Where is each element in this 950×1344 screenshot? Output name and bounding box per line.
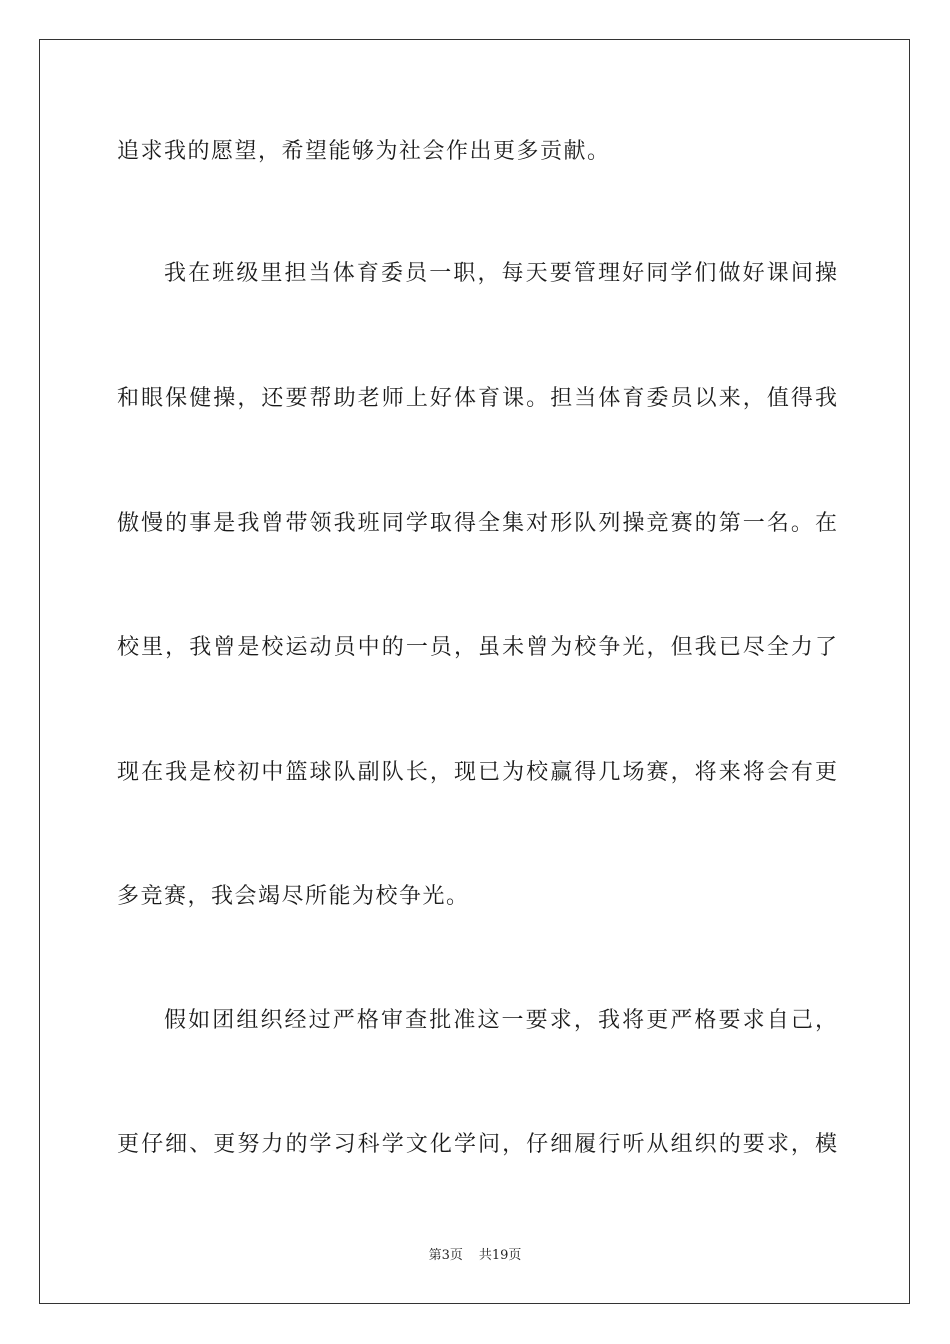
page-total: 共19页	[478, 1248, 522, 1263]
paragraph-line-9: 更仔细、更努力的学习科学文化学问，仔细履行听从组织的要求，模	[117, 1132, 837, 1157]
paragraph-line-2: 我在班级里担当体育委员一职，每天要管理好同学们做好课间操	[164, 261, 837, 286]
paragraph-line-5: 校里，我曾是校运动员中的一员，虽未曾为校争光，但我已尽全力了	[117, 635, 837, 660]
page-border	[39, 39, 910, 1304]
paragraph-line-8: 假如团组织经过严格审查批准这一要求，我将更严格要求自己，	[164, 1008, 837, 1033]
paragraph-line-1: 追求我的愿望，希望能够为社会作出更多贡献。	[117, 139, 611, 164]
page-number: 第3页	[428, 1248, 463, 1263]
paragraph-line-4: 傲慢的事是我曾带领我班同学取得全集对形队列操竞赛的第一名。在	[117, 511, 837, 536]
paragraph-line-3: 和眼保健操，还要帮助老师上好体育课。担当体育委员以来，值得我	[117, 386, 837, 411]
paragraph-line-7: 多竞赛，我会竭尽所能为校争光。	[117, 884, 470, 909]
paragraph-line-6: 现在我是校初中篮球队副队长，现已为校赢得几场赛，将来将会有更	[117, 760, 837, 785]
page-footer	[0, 1247, 950, 1265]
